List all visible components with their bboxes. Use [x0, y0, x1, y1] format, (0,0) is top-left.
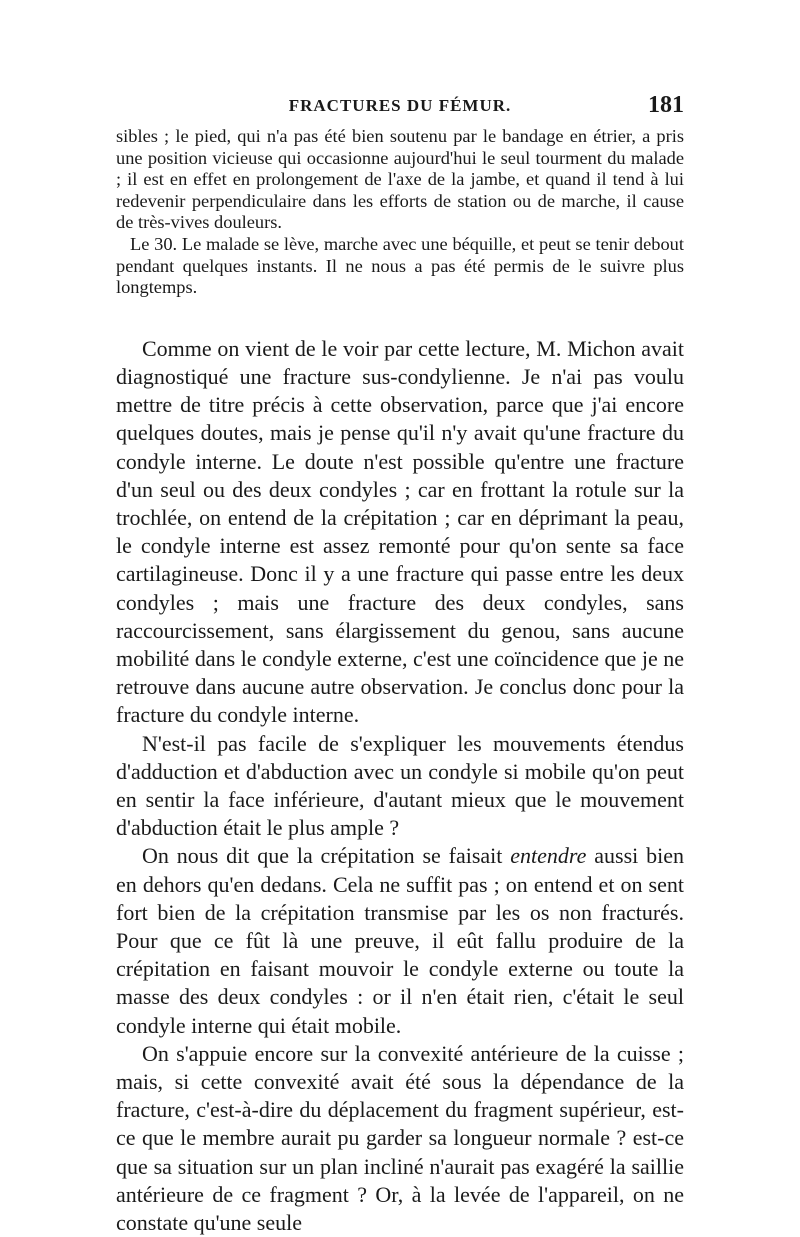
case-notes [116, 126, 684, 299]
running-head [116, 92, 684, 126]
commentary-paragraph [116, 842, 684, 1039]
book-page [116, 92, 684, 1237]
commentary-paragraph: N'est-il pas facile de s'expliquer les mouvements étendus d'adduction et d'abduction avec un condyle si mobile qu'on peut en sentir la face inférieure, d'autant mieux que le mouvement d'abduction était le plus ample ? [116, 730, 684, 841]
commentary-paragraph: Comme on vient de le voir par cette lecture, M. Michon avait diagnostiqué une fracture sus-condylienne. Je n'ai pas voulu mettre de titre précis à cette observation, parce que j'ai encore quelques doutes, mais je pense qu'il n'y avait qu'une fracture du condyle interne. Le doute n'est possible qu'entre une fracture d'un seul ou des deux condyles ; car en frottant la rotule sur la trochlée, on entend de la crépitation ; car en déprimant la peau, le condyle interne est assez remonté pour qu'on sente sa face cartilagineuse. Donc il y a une fracture qui passe entre les deux condyles ; mais une fracture des deux condyles, sans raccourcissement, sans élargissement du genou, sans aucune mobilité dans le condyle externe, c'est une coïncidence que je ne retrouve dans aucune autre observation. Je conclus donc pour la fracture du condyle interne. [116, 335, 684, 728]
case-paragraph: sibles ; le pied, qui n'a pas été bien soutenu par le bandage en étrier, a pris une position vicieuse qui occasionne aujourd'hui le seul tourment du malade ; il est en effet en prolongement de l'axe de la jambe, et quand il tend à lui redevenir perpendiculaire dans les efforts de station ou de marche, il cause de très-vives douleurs. [116, 126, 684, 233]
commentary-paragraph: On s'appuie encore sur la convexité antérieure de la cuisse ; mais, si cette convexité avait été sous la dépendance de la fracture, c'est-à-dire du déplacement du fragment supérieur, est-ce que le membre aurait pu garder sa longueur normale ? est-ce que sa situation sur un plan incliné n'aurait pas exagéré la saillie antérieure de ce fragment ? Or, à la levée de l'appareil, on ne constate qu'une seule [116, 1040, 684, 1236]
emphasized-word: entendre [510, 843, 587, 869]
page-number: 181 [648, 92, 684, 118]
running-title: FRACTURES DU FÉMUR. [288, 96, 512, 115]
paragraph-text: aussi bien en dehors qu'en dedans. Cela ne suffit pas ; on entend et on sent fort bien de la crépitation transmise par les os non fracturés. Pour que ce fût là une preuve, il eût fallu produire de la crépitation en faisant mouvoir le condyle externe ou toute la masse des deux condyles : or il n'en était rien, c'était le seul condyle interne qui était mobile. [116, 843, 684, 1038]
paragraph-text: On nous dit que la crépitation se faisait [142, 843, 511, 869]
case-paragraph: Le 30. Le malade se lève, marche avec une béquille, et peut se tenir debout pendant quelques instants. Il ne nous a pas été permis de le suivre plus longtemps. [116, 233, 684, 298]
commentary [116, 335, 684, 1237]
